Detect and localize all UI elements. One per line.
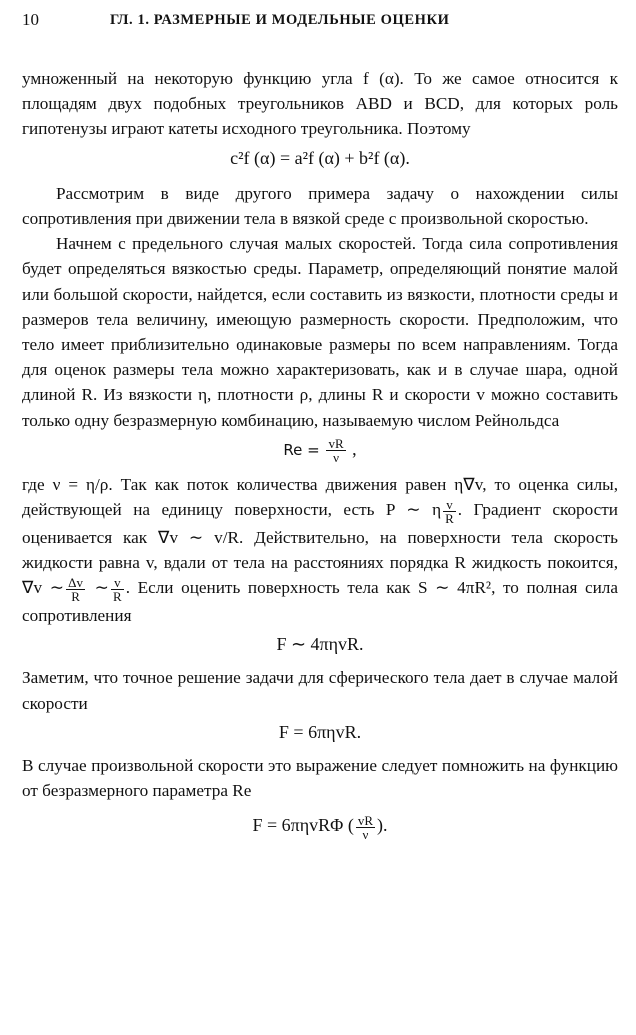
p4-fraction-3 [111, 576, 124, 603]
running-title: ГЛ. 1. РАЗМЕРНЫЕ И МОДЕЛЬНЫЕ ОЦЕНКИ [110, 12, 450, 28]
eq5-fraction [356, 814, 375, 841]
p4-part-b: . Градиент скорости оценивается как ∇v ∼ v/R. Действительно, на поверхности тела скорость жидкости равна v, вдали от тела на расстояниях порядка R жидкость покоится, ∇v ∼ [22, 500, 618, 598]
p4-fraction-1 [443, 498, 456, 525]
p4-part-a: где ν = η/ρ. Так как поток количества движения равен η∇v, то оценка силы, действующей на единицу поверхности, есть P ∼ η [22, 475, 618, 520]
page-body [22, 66, 618, 845]
p4-part-d: . Если оценить поверхность тела как S ∼ 4πR², то полная сила сопротивления [22, 578, 619, 625]
paragraph-6: В случае произвольной скорости это выражение следует помножить на функцию от безразмерного параметра Re [22, 755, 618, 801]
running-header [22, 10, 618, 34]
eq5-left: F = 6πηvRΦ ( [252, 815, 354, 836]
paragraph-2: Рассмотрим в виде другого примера задачу о нахождении силы сопротивления при движении тела в вязкой среде с произвольной скоростью. [22, 183, 618, 229]
p4-frac1-num: v [443, 498, 456, 512]
equation-reynolds [22, 437, 618, 464]
page-number: 10 [22, 10, 39, 29]
p4-frac3-den: R [113, 588, 122, 604]
p4-frac2-den: R [71, 588, 80, 604]
p4-fraction-2 [66, 576, 85, 603]
paragraph-5: Заметим, что точное решение задачи для сферического тела дает в случае малой скорости [22, 668, 618, 713]
eq2-tail: , [347, 438, 357, 459]
equation-3: F ∼ 4πηvR. [276, 634, 364, 655]
p4-frac3-num: v [111, 576, 124, 590]
equation-1: c²f (α) = a²f (α) + b²f (α). [230, 147, 410, 168]
p4-frac1-den: R [445, 510, 454, 526]
paragraph-3: Начнем с предельного случая малых скоростей. Тогда сила сопротивления будет определяться вязкостью среды. Параметр, определяющий понятие малой или большой скорости, найдется, если составить из вязкости, плотности среды и размеров тела величину, имеющую размерность скорости. Предположим, что тело имеет приблизительно одинаковые размеры по всем направлениям. Тогда для оценок размеры тела можно характеризовать, как и в случае шара, одной длиной R. Из вязкости η, плотности ρ, длины R и скорости v можно составить только одну безразмерную комбинацию, называемую числом Рейнольдса [22, 234, 618, 430]
equation-5 [22, 813, 618, 840]
paragraph-4 [22, 472, 618, 628]
eq5-right: ). [377, 815, 388, 836]
p4-frac2-num: Δv [68, 574, 83, 590]
eq5-numerator: vR [357, 812, 373, 828]
paragraph-1: умноженный на некоторую функцию угла f (α). То же самое относится к площадям двух подобных треугольников ABD и BCD, для которых роль гипотенузы играют катеты исходного треугольника. Поэтому [22, 69, 618, 139]
p4-part-c: ∼ [86, 578, 110, 598]
eq2-denominator: ν [333, 450, 339, 466]
eq5-denominator: ν [362, 826, 369, 842]
eq2-left: Re = [283, 440, 325, 459]
eq2-numerator: vR [328, 436, 344, 452]
equation-4: F = 6πηvR. [278, 721, 362, 742]
eq2-fraction [326, 437, 345, 464]
